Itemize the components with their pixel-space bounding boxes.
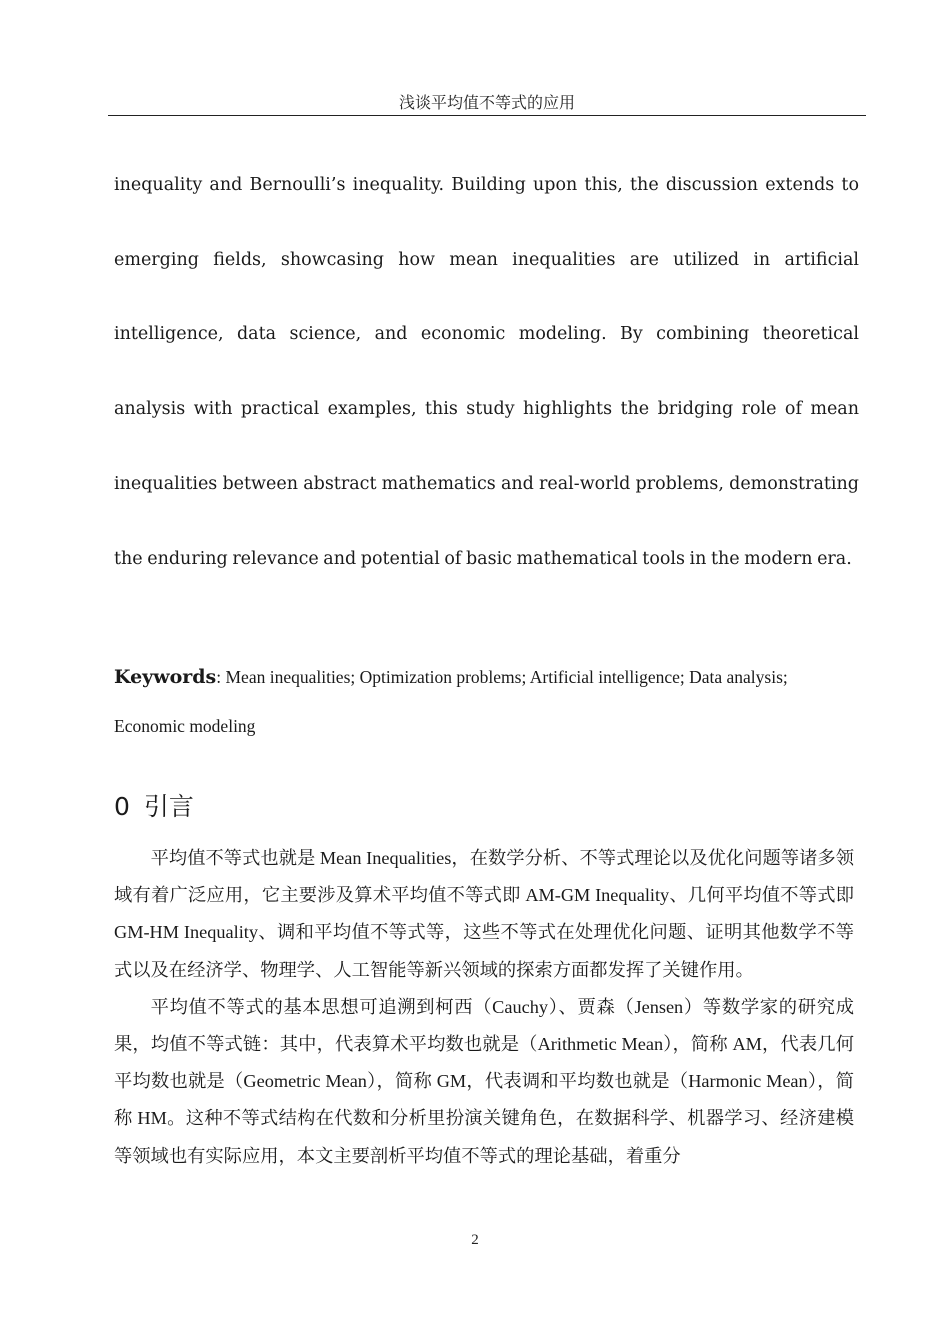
section-title: 引言 (143, 792, 194, 821)
running-header-title: 浅谈平均值不等式的应用 (398, 93, 575, 112)
section-number: 0 (114, 792, 130, 821)
page-number: 2 (471, 1232, 479, 1248)
abstract-continuation: inequality and Bernoulli’s inequality. Building upon this, the discussion extends to emerging fields, showcasing how mean inequalities are utilized in artificial intelligence, data science, and economic modeling. By combining theoretical analysis with practical examples, this study highlights the bridging role of mean inequalities between abstract mathematics and real-world problems, demonstrating the enduring relevance and potential of basic mathematical tools in the modern era. (114, 175, 859, 569)
paragraph: 平均值不等式也就是 Mean Inequalities，在数学分析、不等式理论以及优化问题等诸多领域有着广泛应用，它主要涉及算术平均值不等式即 AM-GM Inequality、几何平均值不等式即 GM-HM Inequality、调和平均值不等式等，这些不等式在处理优化问题、证明其他数学不等式以及在经济学、物理学、人工智能等新兴领域的探索方面都发挥了关键作用。 (114, 848, 854, 980)
paragraph: 平均值不等式的基本思想可追溯到柯西（Cauchy）、贾森（Jensen）等数学家的研究成果，均值不等式链：其中，代表算术平均数也就是（Arithmetic Mean），简称 AM，代表几何平均数也就是（Geometric Mean），简称 GM，代表调和平均数也就是（Harmonic Mean），简称 HM。这种不等式结构在代数和分析里扮演关键角色，在数据科学、机器学习、经济建模等领域也有实际应用，本文主要剖析平均值不等式的理论基础，着重分 (114, 996, 854, 1166)
keywords-text: : Mean inequalities; Optimization problems; Artificial intelligence; Data analysis; Economic modeling (114, 667, 788, 736)
keywords-label: Keywords (114, 666, 217, 688)
keywords-line (114, 653, 859, 751)
header-divider (108, 115, 866, 116)
section-heading (114, 789, 194, 825)
body-text (114, 840, 854, 1175)
